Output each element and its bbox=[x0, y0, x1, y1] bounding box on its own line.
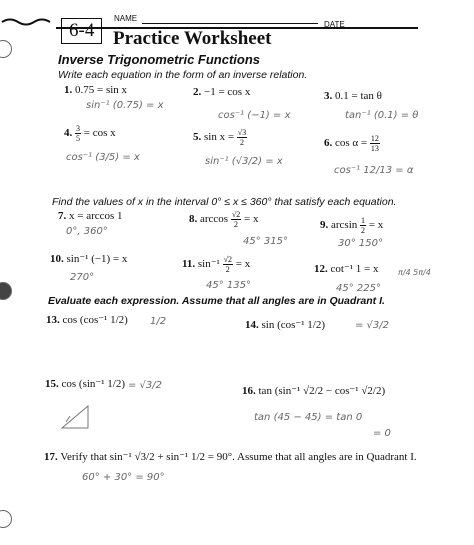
problem-9: 9. arcsin $\frac{1}{2}$ = x bbox=[320, 216, 384, 235]
answer-12-radians: π/4 5π/4 bbox=[398, 268, 431, 277]
problem-1: 1. 0.75 = sin x bbox=[64, 84, 128, 96]
answer-5: sin⁻¹ (√3/2) = x bbox=[205, 156, 283, 167]
problem-5: 5. sin x = $\frac{√3}{2}$ bbox=[193, 128, 247, 147]
answer-3: tan⁻¹ (0.1) = θ bbox=[345, 110, 419, 121]
answer-8: 45° 315° bbox=[243, 236, 288, 247]
worksheet-subtitle: Inverse Trigonometric Functions bbox=[58, 52, 261, 67]
problem-7: 7. x = arccos 1 bbox=[58, 210, 123, 222]
answer-14: = √3/2 bbox=[355, 320, 390, 331]
answer-6: cos⁻¹ 12/13 = α bbox=[334, 165, 414, 176]
problem-17: 17. Verify that sin⁻¹ √3/2 + sin⁻¹ 1/2 = 90°. Assume that all angles are in Quadrant I. bbox=[44, 451, 417, 463]
problem-2: 2. −1 = cos x bbox=[193, 86, 251, 98]
problem-4: 4. $\frac{3}{5}$ = cos x bbox=[64, 124, 116, 143]
problem-12: 12. cot⁻¹ 1 = x bbox=[314, 263, 379, 275]
date-line bbox=[348, 28, 418, 29]
answer-16-result: = 0 bbox=[373, 428, 391, 439]
problem-14: 14. sin (cos⁻¹ 1/2) bbox=[245, 319, 325, 331]
instructions-section1: Write each equation in the form of an inverse relation. bbox=[58, 69, 308, 81]
answer-1: sin⁻¹ (0.75) = x bbox=[86, 100, 164, 111]
name-line bbox=[142, 23, 318, 24]
instructions-section2: Find the values of x in the interval 0° ≤ x ≤ 360° that satisfy each equation. bbox=[52, 196, 397, 208]
answer-2: cos⁻¹ (−1) = x bbox=[218, 110, 291, 121]
answer-7: 0°, 360° bbox=[66, 226, 108, 237]
problem-3: 3. 0.1 = tan θ bbox=[324, 90, 382, 102]
answer-16: tan (45 − 45) = tan 0 bbox=[254, 412, 363, 423]
problem-10: 10. sin⁻¹ (−1) = x bbox=[50, 253, 128, 265]
problem-11: 11. sin⁻¹ $\frac{√2}{2}$ = x bbox=[182, 255, 251, 274]
problem-16: 16. tan (sin⁻¹ √2/2 − cos⁻¹ √2/2) bbox=[242, 385, 386, 397]
problem-8: 8. arccos $\frac{√2}{2}$ = x bbox=[189, 210, 259, 229]
answer-13: 1/2 bbox=[150, 316, 167, 327]
binder-hole-bottom bbox=[0, 510, 12, 528]
problem-6: 6. cos α = $\frac{12}{13}$ bbox=[324, 134, 379, 153]
problem-15: 15. cos (sin⁻¹ 1/2) bbox=[45, 378, 125, 390]
problem-13: 13. cos (cos⁻¹ 1/2) bbox=[46, 314, 128, 326]
header-squiggle bbox=[0, 16, 60, 28]
answer-11: 45° 135° bbox=[206, 280, 251, 291]
binder-hole-middle bbox=[0, 282, 12, 300]
answer-4: cos⁻¹ (3/5) = x bbox=[66, 152, 140, 163]
binder-hole-top bbox=[0, 40, 12, 58]
page-title: Practice Worksheet bbox=[113, 28, 272, 49]
triangle-sketch bbox=[58, 402, 94, 432]
lesson-number: 6-4 bbox=[61, 18, 102, 44]
answer-15: = √3/2 bbox=[128, 380, 163, 391]
answer-12: 45° 225° bbox=[336, 283, 381, 294]
answer-9: 30° 150° bbox=[338, 238, 383, 249]
answer-10: 270° bbox=[70, 272, 95, 283]
instructions-section3: Evaluate each expression. Assume that all angles are in Quadrant I. bbox=[48, 295, 385, 307]
name-label: NAME bbox=[114, 14, 138, 23]
date-label: DATE bbox=[324, 20, 345, 29]
answer-17: 60° + 30° = 90° bbox=[82, 472, 165, 483]
